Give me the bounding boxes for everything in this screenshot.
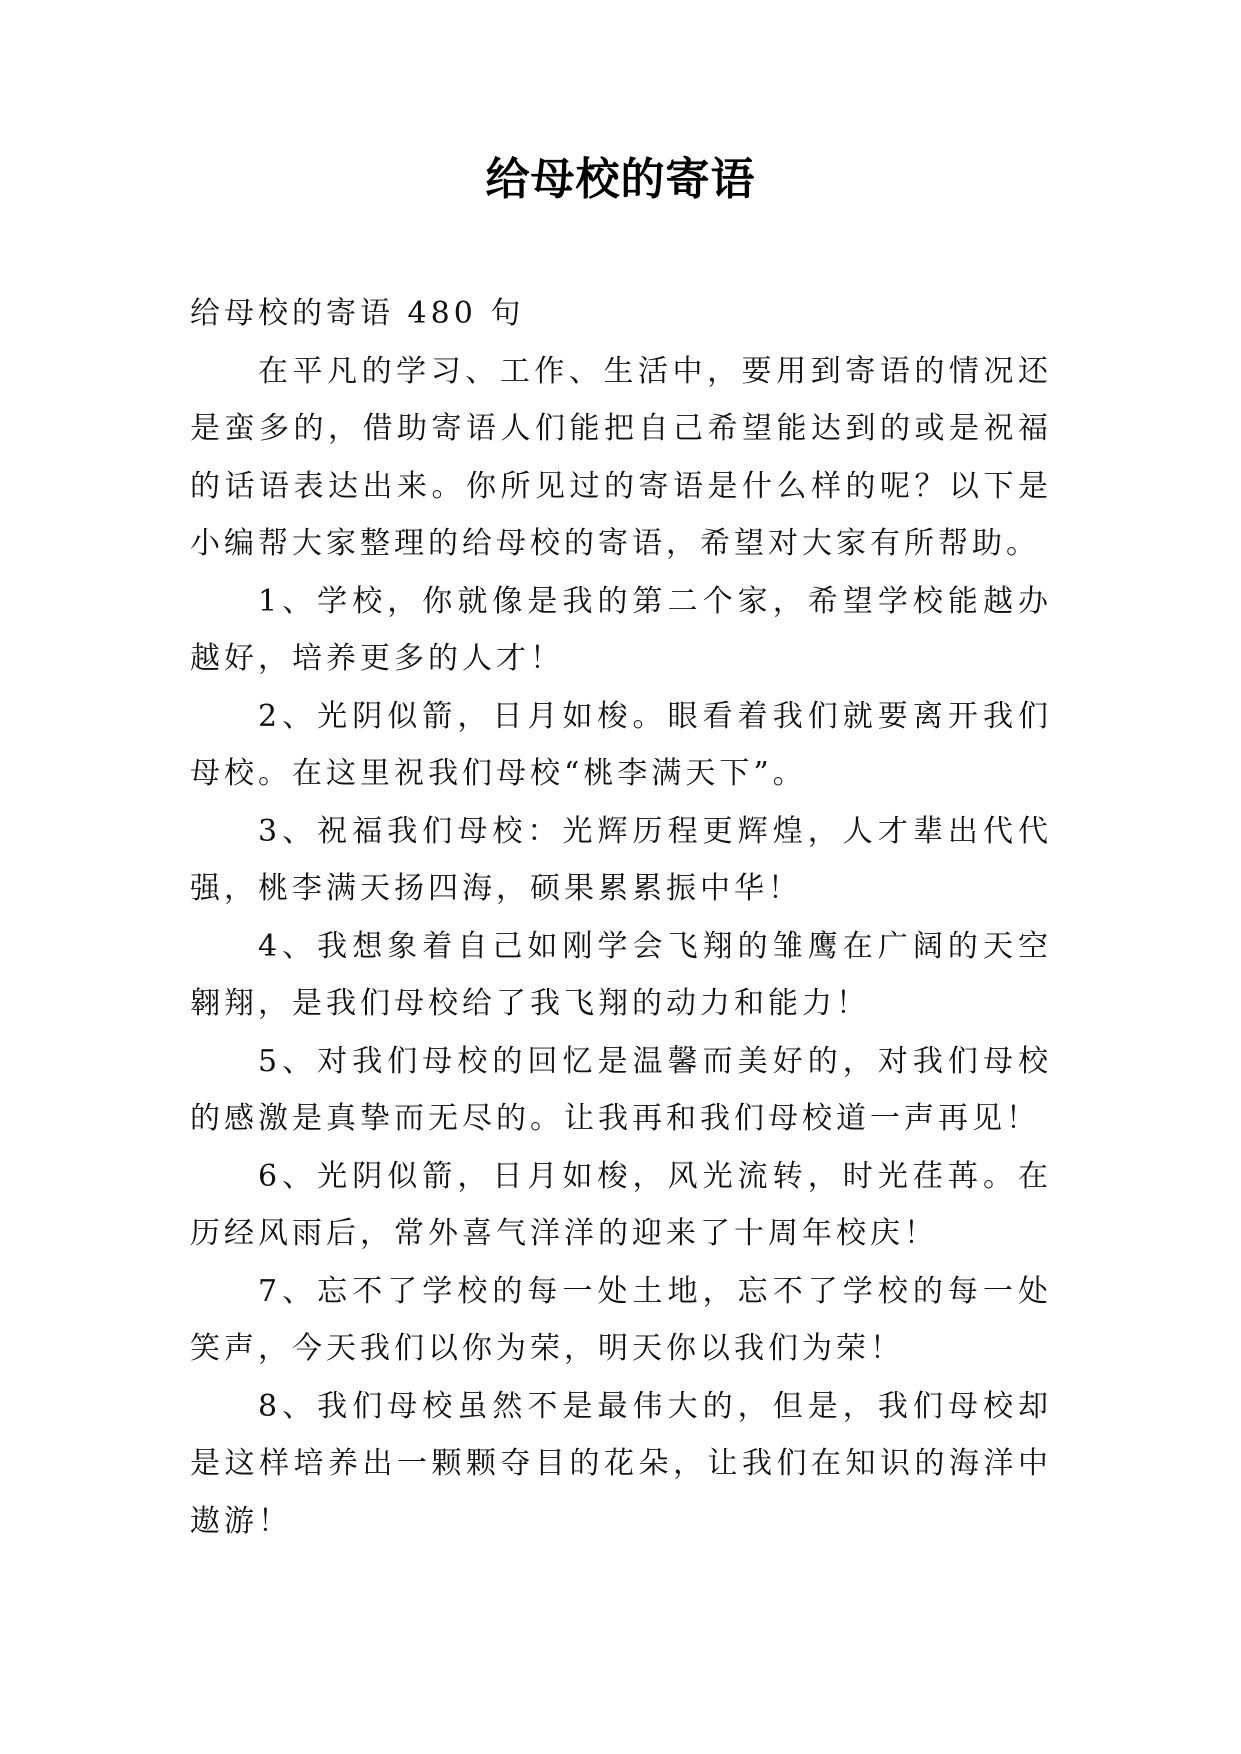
list-item: 8、我们母校虽然不是最伟大的，但是，我们母校却是这样培养出一颗颗夺目的花朵，让我们在知识的海洋中遨游！ bbox=[190, 1388, 1052, 1539]
document-body bbox=[190, 285, 1052, 1550]
list-item: 3、祝福我们母校：光辉历程更辉煌，人才辈出代代强，桃李满天扬四海，硕果累累振中华！ bbox=[190, 813, 1052, 906]
list-item: 4、我想象着自己如刚学会飞翔的雏鹰在广阔的天空翱翔，是我们母校给了我飞翔的动力和能力！ bbox=[190, 928, 1052, 1021]
list-item: 6、光阴似箭，日月如梭，风光流转，时光荏苒。在历经风雨后，常外喜气洋洋的迎来了十周年校庆！ bbox=[190, 1158, 1052, 1251]
list-item: 1、学校，你就像是我的第二个家，希望学校能越办越好，培养更多的人才！ bbox=[190, 583, 1052, 676]
list-item: 7、忘不了学校的每一处土地，忘不了学校的每一处笑声，今天我们以你为荣，明天你以我们为荣！ bbox=[190, 1273, 1052, 1366]
document-title: 给母校的寄语 bbox=[485, 154, 756, 205]
document-subtitle: 给母校的寄语 480 句 bbox=[190, 296, 525, 331]
list-item: 2、光阴似箭，日月如梭。眼看着我们就要离开我们母校。在这里祝我们母校“桃李满天下”。 bbox=[190, 698, 1052, 791]
intro-paragraph: 在平凡的学习、工作、生活中，要用到寄语的情况还是蛮多的，借助寄语人们能把自己希望能达到的或是祝福的话语表达出来。你所见过的寄语是什么样的呢？以下是小编帮大家整理的给母校的寄语，希望对大家有所帮助。 bbox=[190, 353, 1052, 561]
list-item: 5、对我们母校的回忆是温馨而美好的，对我们母校的感激是真挚而无尽的。让我再和我们母校道一声再见！ bbox=[190, 1043, 1052, 1136]
